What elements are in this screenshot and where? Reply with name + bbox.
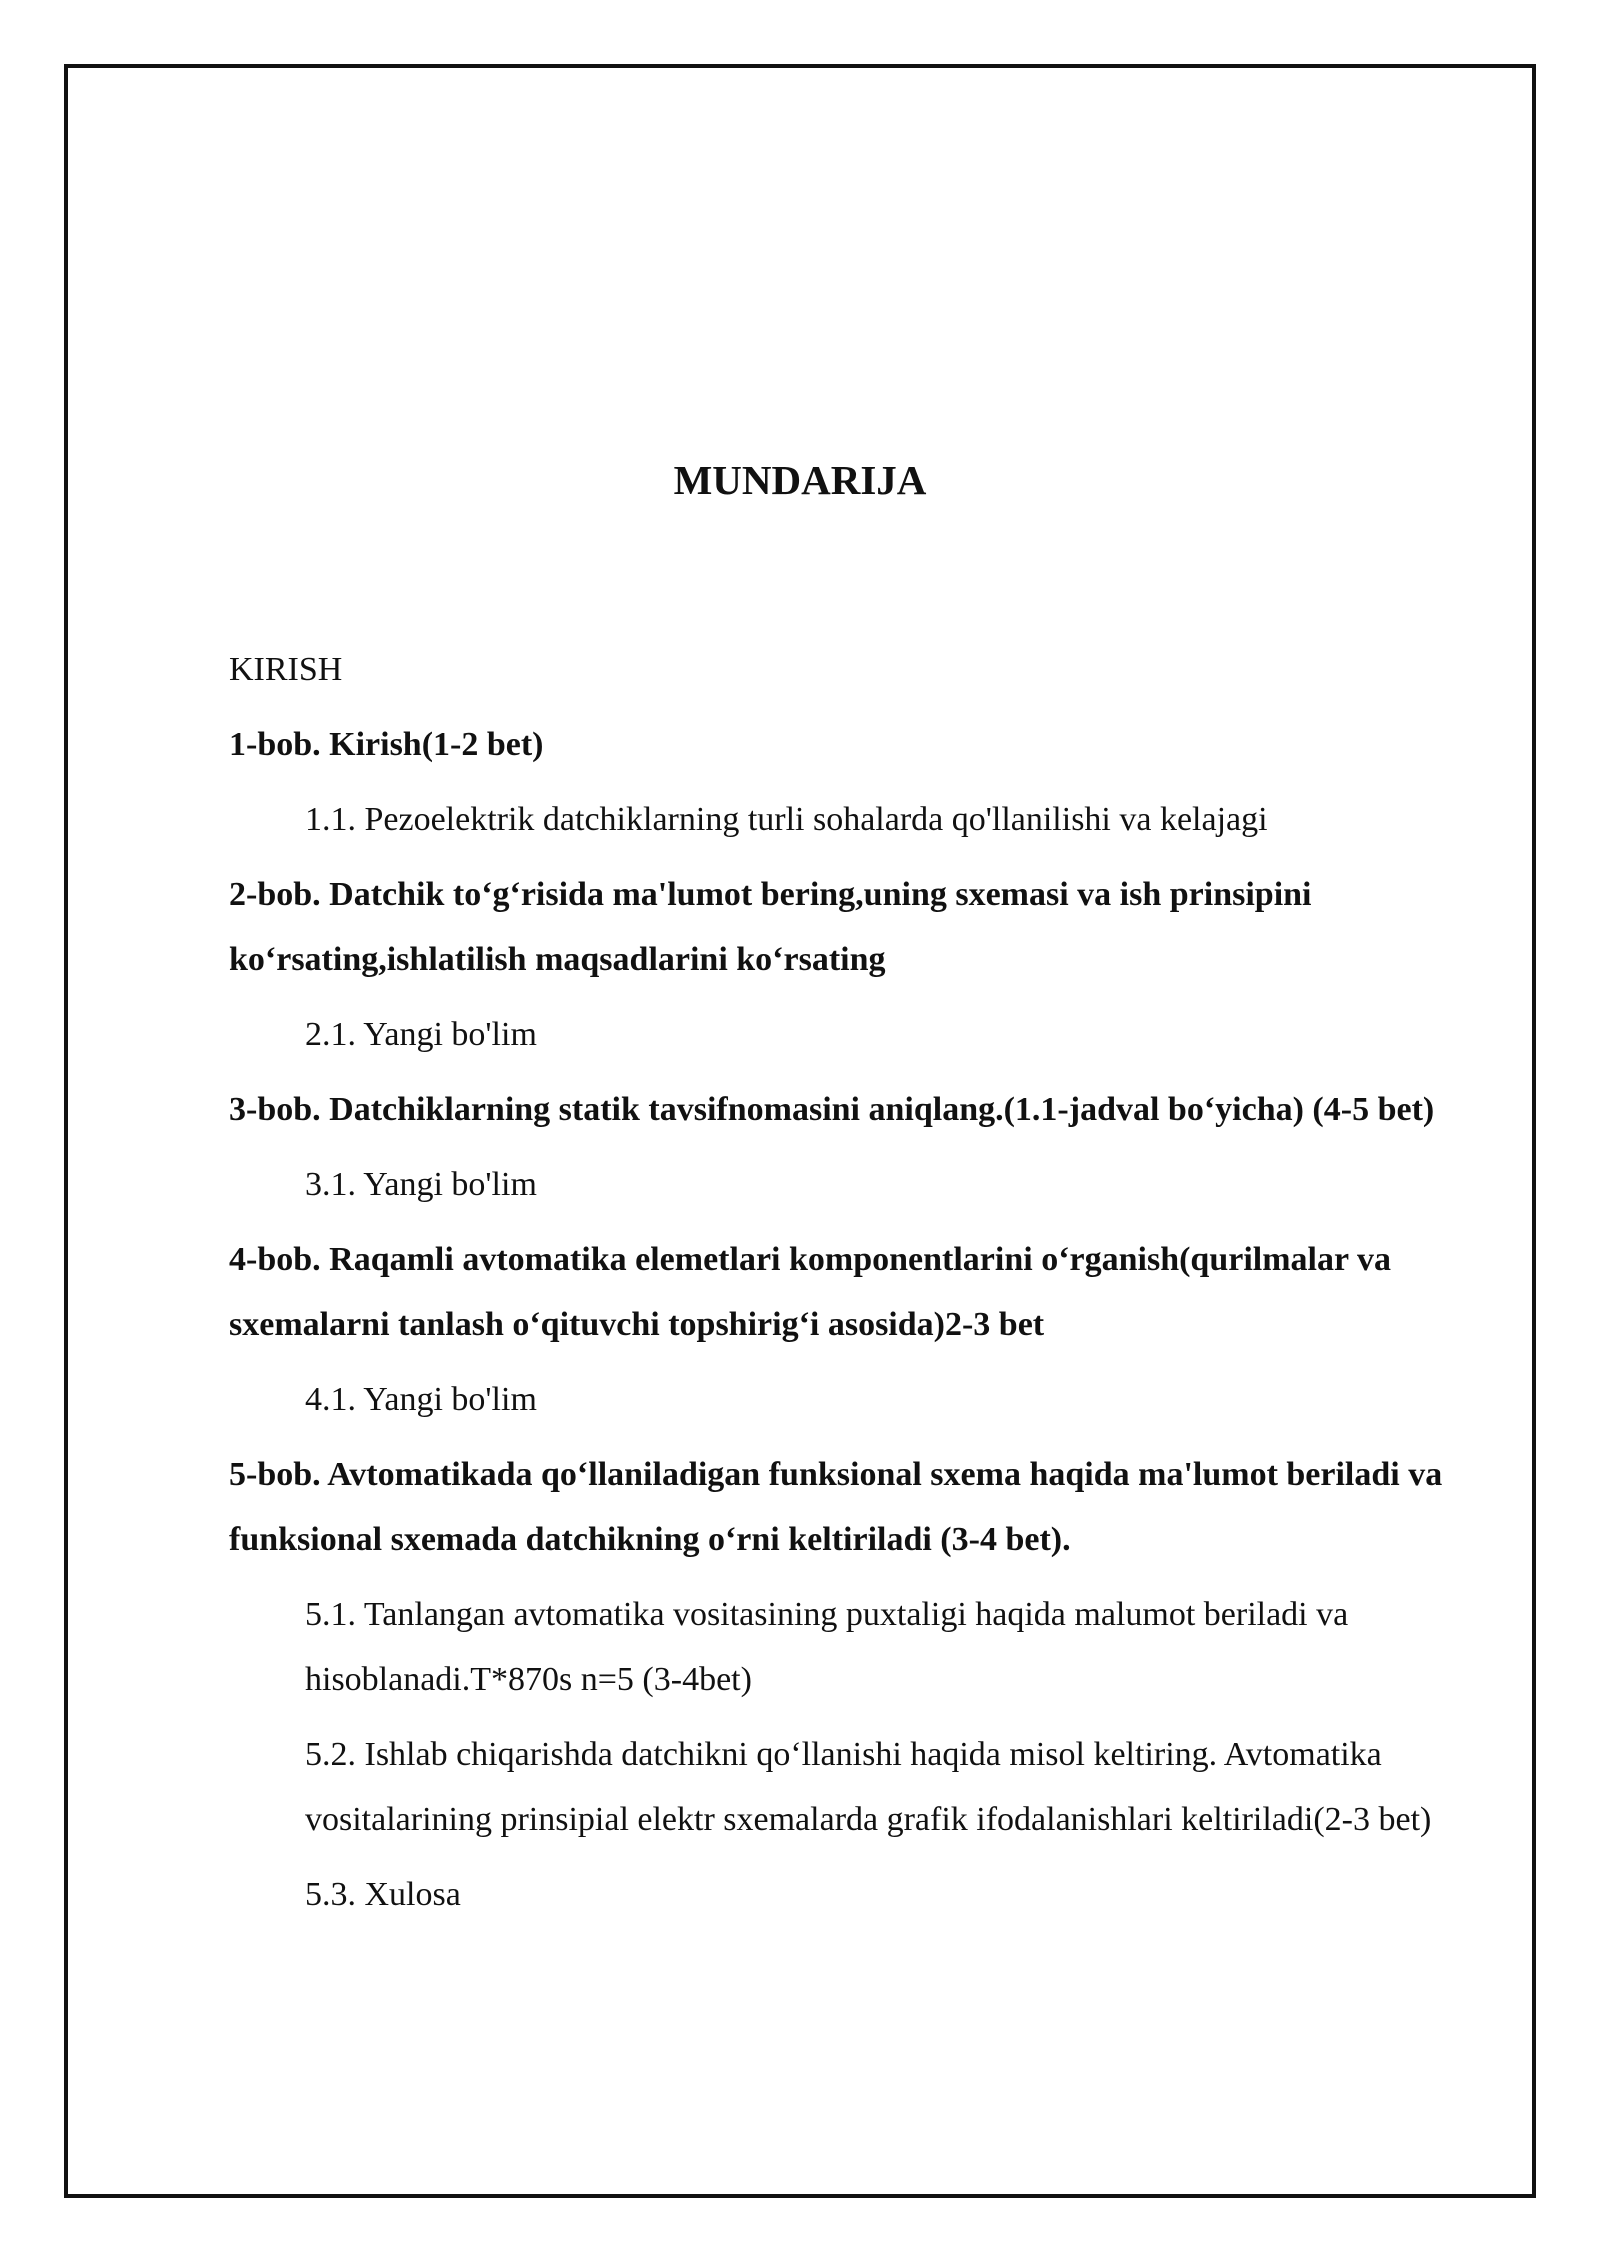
page-title: MUNDARIJA <box>673 457 927 503</box>
toc-chapter-4: 4-bob. Raqamli avtomatika elemetlari komponentlarini o‘rganish(qurilmalar va sxemalarni tanlash o‘qituvchi topshirig‘i asosida)2-3 bet <box>229 1241 1391 1343</box>
toc-chapter-3: 3-bob. Datchiklarning statik tavsifnomasini aniqlang.(1.1-jadval bo‘yicha) (4-5 bet) <box>229 1091 1435 1128</box>
toc-section-5-3: 5.3. Xulosa <box>305 1876 461 1913</box>
toc-section-4-1: 4.1. Yangi bo'lim <box>305 1381 537 1418</box>
toc-section-1-1: 1.1. Pezoelektrik datchiklarning turli sohalarda qo'llanilishi va kelajagi <box>305 801 1268 838</box>
table-of-contents <box>229 637 1491 1937</box>
toc-section-2-1: 2.1. Yangi bo'lim <box>305 1016 537 1053</box>
toc-intro: KIRISH <box>229 651 343 688</box>
toc-chapter-2: 2-bob. Datchik to‘g‘risida ma'lumot bering,uning sxemasi va ish prinsipini ko‘rsating,ishlatilish maqsadlarini ko‘rsating <box>229 876 1312 978</box>
toc-section-5-2: 5.2. Ishlab chiqarishda datchikni qo‘llanishi haqida misol keltiring. Avtomatika vositalarining prinsipial elektr sxemalarda grafik ifodalanishlari keltiriladi(2-3 bet) <box>305 1736 1432 1838</box>
toc-section-5-1: 5.1. Tanlangan avtomatika vositasining puxtaligi haqida malumot beriladi va hisoblanadi.T*870s n=5 (3-4bet) <box>305 1596 1349 1698</box>
toc-chapter-5: 5-bob. Avtomatikada qo‘llaniladigan funksional sxema haqida ma'lumot beriladi va funksional sxemada datchikning o‘rni keltiriladi (3-4 bet). <box>229 1456 1443 1558</box>
toc-section-3-1: 3.1. Yangi bo'lim <box>305 1166 537 1203</box>
toc-chapter-1: 1-bob. Kirish(1-2 bet) <box>229 726 544 763</box>
